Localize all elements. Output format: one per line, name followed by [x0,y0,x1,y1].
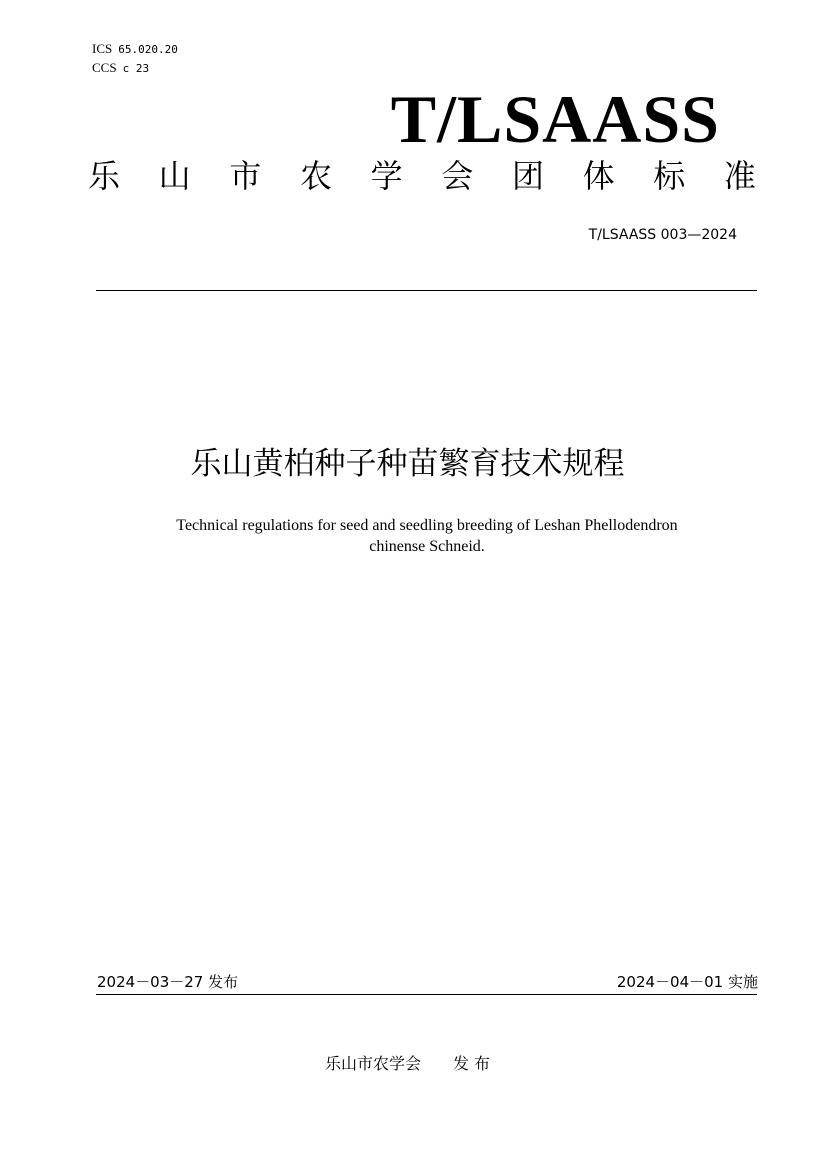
footer-divider [96,994,757,995]
ics-value: 65.020.20 [118,43,178,56]
document-title-en-line1: Technical regulations for seed and seedling breeding of Leshan Phellodendron [176,517,678,534]
org-title-char: 会 [441,157,474,195]
org-title-char: 学 [370,157,403,195]
org-title-char: 标 [653,157,686,195]
org-title-char: 山 [158,157,191,195]
publish-date: 2024－03－27 发布 [97,973,239,991]
org-title-char: 农 [299,157,332,195]
org-title-char: 体 [582,157,615,195]
ccs-code [92,61,149,76]
ccs-value: c 23 [122,62,150,75]
org-title-char: 准 [723,157,756,195]
implement-date: 2024－04－01 实施 [616,973,758,991]
header-divider [96,290,757,291]
ccs-label: CCS [92,60,117,75]
ics-code [92,42,178,57]
org-title-char: 市 [229,157,262,195]
org-title-char: 团 [511,157,544,195]
document-title-zh: 乐山黄柏种子种苗繁育技术规程 [190,446,625,482]
ics-label: ICS [92,41,113,56]
standard-brand: T/LSAASS [390,81,720,157]
org-title [88,156,756,196]
document-title-en [107,515,747,557]
publisher-line: 乐山市农学会 发 布 [324,1054,491,1073]
standard-number: T/LSAASS 003—2024 [588,227,737,243]
org-title-char: 乐 [88,157,121,195]
document-title-en-line2: chinense Schneid. [369,538,485,555]
